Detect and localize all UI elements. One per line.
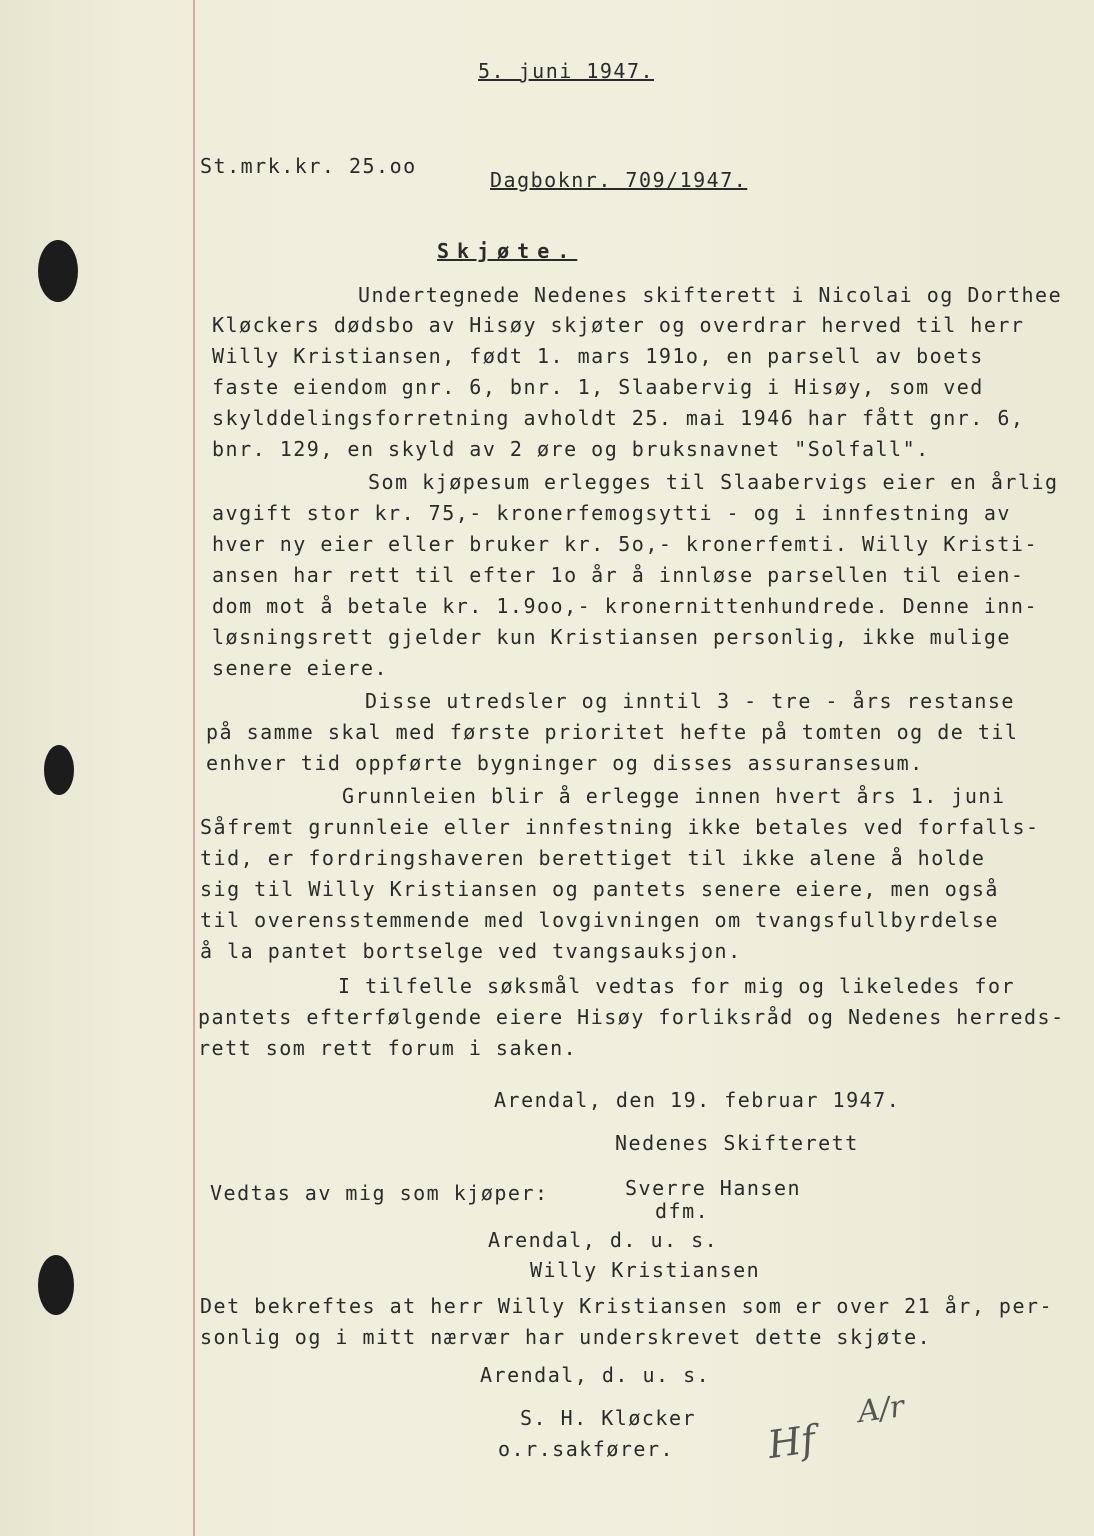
- body-line: pantets efterfølgende eiere Hisøy forliksråd og Nedenes herreds-: [198, 1005, 1065, 1029]
- body-line: sig til Willy Kristiansen og pantets senere eiere, men også: [200, 877, 999, 901]
- body-line: ansen har rett til efter 1o år å innløse parsellen til eien-: [212, 563, 1025, 587]
- body-line: på samme skal med første prioritet hefte på tomten og de til: [206, 720, 1019, 744]
- body-line: Grunnleien blir å erlegge innen hvert års 1. juni: [342, 784, 1006, 808]
- punch-hole-top: [38, 240, 78, 302]
- punch-hole-bottom: [38, 1255, 74, 1315]
- certification-line-1: Det bekreftes at herr Willy Kristiansen som er over 21 år, per-: [200, 1294, 1054, 1318]
- body-line: Som kjøpesum erlegges til Slaabervigs eier en årlig: [368, 470, 1059, 494]
- body-line: Disse utredsler og inntil 3 - tre - års restanse: [365, 689, 1015, 713]
- body-line: bnr. 129, en skyld av 2 øre og bruksnavnet "Solfall".: [212, 437, 930, 461]
- body-line: rett som rett forum i saken.: [198, 1036, 578, 1060]
- handwritten-initials: Hf: [765, 1416, 819, 1468]
- body-line: avgift stor kr. 75,- kronerfemogsytti - og i innfestning av: [212, 501, 1011, 525]
- body-line: løsningsrett gjelder kun Kristiansen personlig, ikke mulige: [212, 625, 1011, 649]
- body-line: skylddelingsforretning avholdt 25. mai 1946 har fått gnr. 6,: [212, 406, 1025, 430]
- body-line: hver ny eier eller bruker kr. 5o,- kronerfemti. Willy Kristi-: [212, 532, 1039, 556]
- signer-name: Sverre Hansen: [625, 1176, 802, 1200]
- margin-line: [193, 0, 195, 1536]
- buyer-acceptance: Vedtas av mig som kjøper:: [210, 1181, 549, 1205]
- certification-line-2: sonlig og i mitt nærvær har underskrevet dette skjøte.: [200, 1325, 932, 1349]
- journal-number: Dagboknr. 709/1947.: [490, 168, 748, 192]
- body-line: tid, er fordringshaveren berettiget til ikke alene å holde: [200, 846, 986, 870]
- signing-place-date: Arendal, den 19. februar 1947.: [494, 1088, 901, 1112]
- signer-title: dfm.: [655, 1199, 710, 1223]
- body-line: enhver tid oppførte bygninger og disses assuransesum.: [206, 751, 924, 775]
- body-line: I tilfelle søksmål vedtas for mig og likeledes for: [338, 974, 1016, 998]
- body-line: dom mot å betale kr. 1.9oo,- kronernittenhundrede. Denne inn-: [212, 594, 1039, 618]
- handwritten-mark: A/r: [855, 1388, 907, 1431]
- body-line: faste eiendom gnr. 6, bnr. 1, Slaabervig i Hisøy, som ved: [212, 375, 984, 399]
- body-line: Willy Kristiansen, født 1. mars 191o, en parsell av boets: [212, 344, 984, 368]
- punch-hole-middle: [44, 745, 74, 795]
- court-name: Nedenes Skifterett: [615, 1131, 859, 1155]
- stamp-fee: St.mrk.kr. 25.oo: [200, 154, 417, 178]
- certifier-title: o.r.sakfører.: [498, 1437, 675, 1461]
- body-line: Såfremt grunnleie eller innfestning ikke betales ved forfalls-: [200, 815, 1040, 839]
- certifier-name: S. H. Kløcker: [520, 1406, 697, 1430]
- body-line: til overensstemmende med lovgivningen om tvangsfullbyrdelse: [200, 908, 999, 932]
- body-line: senere eiere.: [212, 656, 389, 680]
- buyer-name: Willy Kristiansen: [530, 1258, 761, 1282]
- header-date: 5. juni 1947.: [478, 59, 655, 83]
- document-title: Skjøte.: [437, 239, 578, 263]
- body-line: Kløckers dødsbo av Hisøy skjøter og overdrar herved til herr: [212, 313, 1025, 337]
- certification-place: Arendal, d. u. s.: [480, 1363, 711, 1387]
- body-line: å la pantet bortselge ved tvangsauksjon.: [200, 939, 742, 963]
- body-line: Undertegnede Nedenes skifterett i Nicolai og Dorthee: [358, 283, 1063, 307]
- buyer-place: Arendal, d. u. s.: [488, 1228, 719, 1252]
